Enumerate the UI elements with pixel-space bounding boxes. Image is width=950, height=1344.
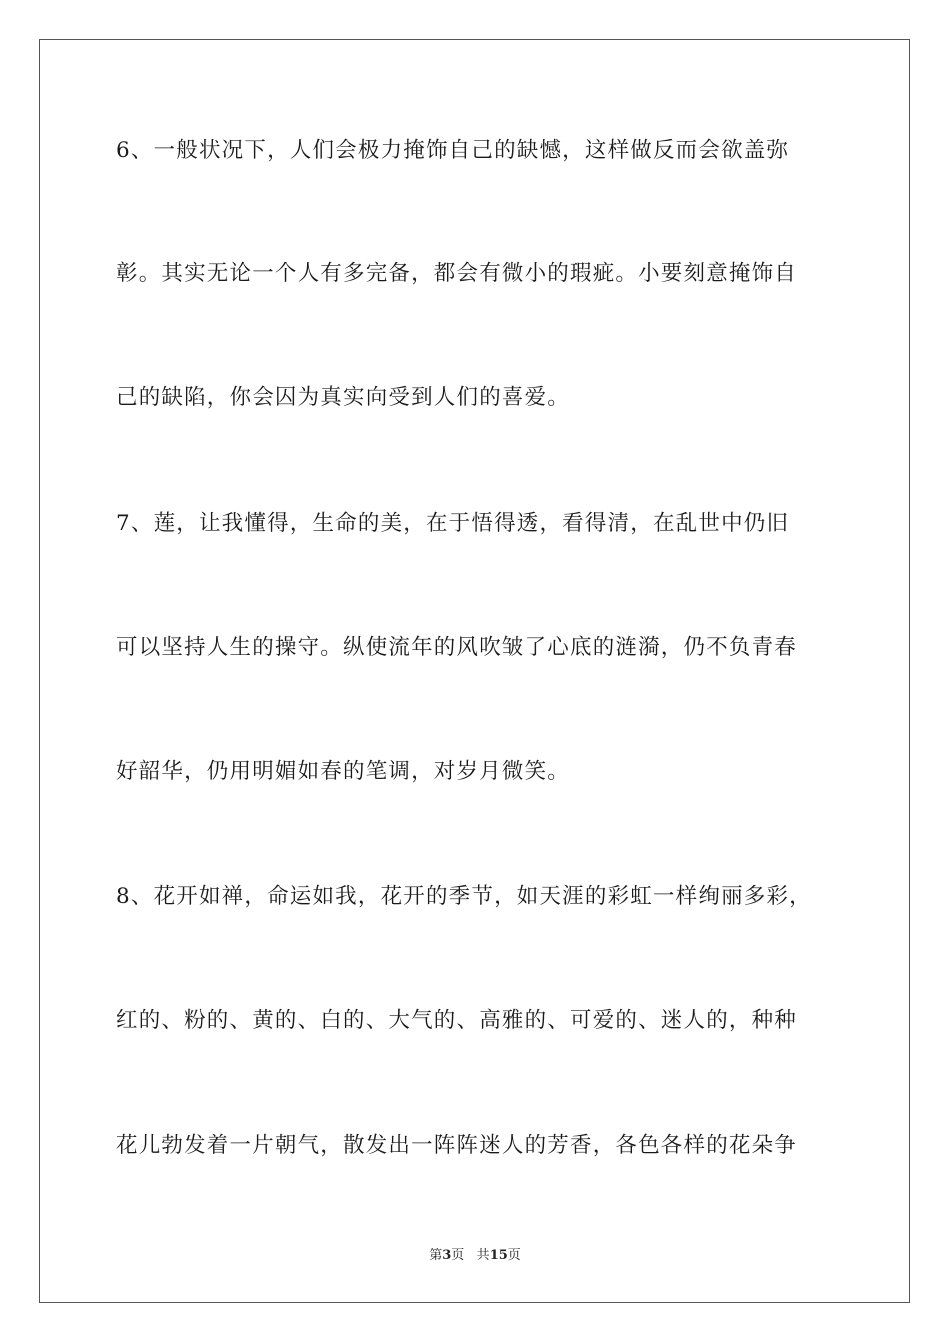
text-line-7: 8、花开如禅，命运如我，花开的季节，如天涯的彩虹一样绚丽多彩， bbox=[116, 884, 812, 909]
text-line-3: 己的缺陷，你会囚为真实向受到人们的喜爱。 bbox=[116, 385, 571, 410]
footer-total-suffix: 页 bbox=[507, 1248, 521, 1263]
text-line-5: 可以坚持人生的操守。纵使流年的风吹皱了心底的涟漪，仍不负青春 bbox=[116, 635, 798, 660]
text-line-4: 7、莲，让我懂得，生命的美，在于悟得透，看得清，在乱世中仍旧 bbox=[116, 511, 790, 536]
text-line-1: 6、一般状况下，人们会极力掩饰自己的缺憾，这样做反而会欲盖弥 bbox=[116, 138, 790, 163]
page-border bbox=[39, 39, 910, 1303]
footer-total-prefix: 共 bbox=[476, 1248, 490, 1263]
page-footer bbox=[0, 1247, 950, 1265]
text-line-6: 好韶华，仍用明媚如春的笔调，对岁月微笑。 bbox=[116, 759, 571, 784]
text-line-9: 花儿勃发着一片朝气，散发出一阵阵迷人的芳香，各色各样的花朵争 bbox=[116, 1133, 798, 1158]
footer-page-suffix: 页 bbox=[451, 1248, 465, 1263]
text-line-2: 彰。其实无论一个人有多完备，都会有微小的瑕疵。小要刻意掩饰自 bbox=[116, 261, 798, 286]
total-page-count: 15 bbox=[489, 1248, 508, 1263]
footer-prefix: 第 bbox=[429, 1248, 443, 1263]
text-line-8: 红的、粉的、黄的、白的、大气的、高雅的、可爱的、迷人的，种种 bbox=[116, 1008, 798, 1033]
current-page-number: 3 bbox=[442, 1248, 452, 1263]
